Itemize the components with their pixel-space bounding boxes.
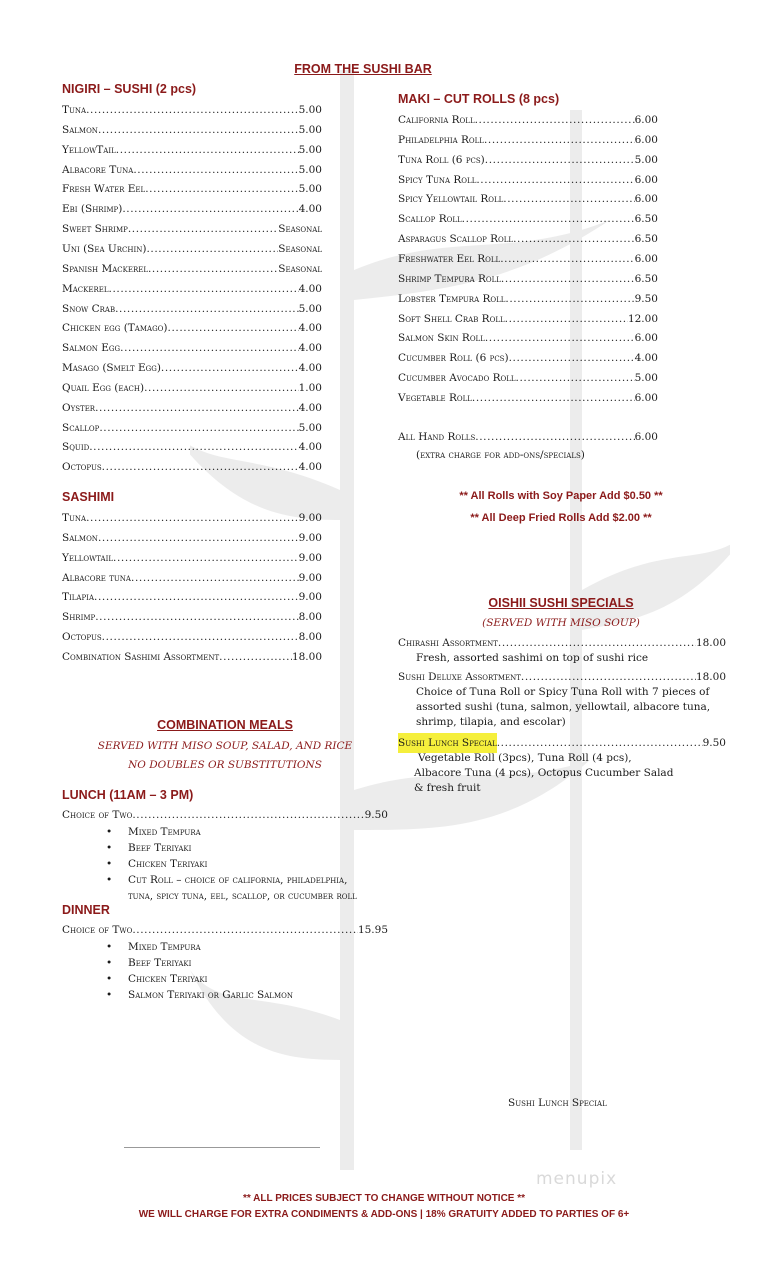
item-name: Tuna Roll (6 pcs)	[398, 153, 485, 166]
hand-rolls-row	[398, 427, 658, 447]
item-price: 5.00	[298, 143, 322, 156]
leader-dots	[95, 607, 298, 627]
item-name: Snow Crab	[62, 302, 116, 315]
item-name: Quail Egg (each)	[62, 381, 145, 394]
item-name: Sushi Deluxe Assortment	[398, 671, 521, 683]
leader-dots	[146, 239, 278, 259]
dinner-option: • Salmon Teriyaki or Garlic Salmon	[106, 989, 293, 1001]
bullet-icon: •	[106, 858, 113, 870]
menu-item-row	[398, 309, 658, 329]
item-name: California Roll	[398, 114, 475, 126]
item-price: 4.00	[298, 342, 322, 355]
menu-item-row	[62, 120, 322, 140]
item-name: Masago (Smelt Egg)	[62, 362, 161, 375]
deep-fried-note: ** All Deep Fried Rolls Add $2.00 **	[470, 512, 652, 524]
bullet-icon: •	[106, 842, 113, 854]
item-price: 5.00	[298, 183, 322, 196]
item-price: 18.00	[291, 650, 322, 663]
leader-dots	[86, 100, 299, 120]
item-name: Ebi (Shrimp)	[62, 203, 123, 216]
menu-item-row	[62, 378, 322, 398]
item-name: Lobster Tempura Roll	[398, 292, 506, 305]
bullet-icon: •	[106, 973, 113, 985]
menu-item-row	[398, 110, 658, 130]
leader-dots	[144, 378, 299, 398]
menu-item-row	[62, 179, 322, 199]
item-name: Combination Sashimi Assortment	[62, 650, 220, 663]
menu-item-row	[62, 318, 322, 338]
item-price: 5.00	[298, 104, 322, 116]
item-price: 6.00	[634, 252, 658, 265]
leader-dots	[485, 150, 635, 170]
deluxe-row	[398, 667, 726, 687]
specials-subheading: (SERVED WITH MISO SOUP)	[482, 617, 640, 629]
item-price: 9.00	[298, 531, 322, 544]
item-name: Choice of Two	[62, 809, 133, 821]
dinner-option: • Mixed Tempura	[106, 941, 201, 953]
item-name: Salmon Egg	[62, 342, 121, 355]
lunch-special-desc-2: Albacore Tuna (4 pcs), Octopus Cucumber Salad	[414, 767, 674, 779]
lunch-option: • Beef Teriyaki	[106, 842, 192, 854]
leader-dots	[132, 805, 364, 825]
menu-item-row	[398, 328, 658, 348]
leader-dots	[505, 309, 628, 329]
menu-item-row	[62, 437, 322, 457]
item-name: Chirashi Assortment	[398, 637, 498, 649]
item-price: 8.00	[298, 611, 322, 624]
menu-item-row	[62, 299, 322, 319]
hand-rolls-note: (extra charge for add-ons/specials)	[416, 449, 585, 461]
item-price: 6.50	[634, 272, 658, 285]
leader-dots	[99, 418, 298, 438]
leader-dots	[113, 548, 299, 568]
leader-dots	[120, 338, 298, 358]
leader-dots	[485, 328, 635, 348]
photo-caption: Sushi Lunch Special	[508, 1097, 607, 1109]
soy-paper-note: ** All Rolls with Soy Paper Add $0.50 **	[459, 490, 663, 502]
bullet-icon: •	[106, 957, 113, 969]
item-price: 6.00	[634, 114, 658, 126]
leader-dots	[462, 209, 635, 229]
item-price: 5.00	[298, 302, 322, 315]
leader-dots	[484, 130, 635, 150]
leader-dots	[521, 667, 696, 687]
item-price: 4.00	[298, 461, 322, 474]
menu-item-row	[398, 130, 658, 150]
menu-item-row	[62, 457, 322, 477]
specials-heading: OISHII SUSHI SPECIALS	[488, 596, 634, 610]
menu-item-row	[62, 587, 322, 607]
item-price: 5.00	[298, 421, 322, 434]
item-name: Spicy Yellowtail Roll	[398, 193, 504, 206]
item-price: 12.00	[627, 312, 658, 325]
menupix-watermark: menupix	[536, 1169, 618, 1189]
leader-dots	[497, 733, 703, 753]
item-price: 18.00	[695, 671, 726, 683]
lunch-special-desc-3: & fresh fruit	[414, 782, 481, 794]
leader-dots	[94, 587, 299, 607]
item-name: Fresh Water Eel	[62, 183, 146, 196]
item-price: 6.00	[634, 193, 658, 206]
lunch-special-desc-1: Vegetable Roll (3pcs), Tuna Roll (4 pcs),	[418, 752, 632, 764]
item-name: Yellowtail	[62, 551, 114, 564]
menu-item-row	[62, 199, 322, 219]
item-name: Squid	[62, 441, 90, 454]
item-name: Freshwater Eel Roll	[398, 252, 501, 265]
item-name: Mackerel	[62, 282, 109, 295]
menu-item-row	[62, 358, 322, 378]
item-price: 5.00	[298, 163, 322, 176]
lunch-option-cut-roll: • Cut Roll – choice of california, philadelphia,	[106, 874, 348, 886]
menu-item-row	[398, 209, 658, 229]
item-price: 6.00	[634, 133, 658, 146]
item-price: 4.00	[634, 352, 658, 365]
deluxe-desc-2: assorted sushi (tuna, salmon, yellowtail, albacore tuna,	[416, 701, 711, 713]
page-title: FROM THE SUSHI BAR	[294, 62, 432, 76]
item-name: Tilapia	[62, 591, 95, 604]
item-name: Albacore tuna	[62, 571, 131, 584]
menu-item-row	[62, 398, 322, 418]
item-name: Chicken egg (Tamago)	[62, 322, 168, 335]
leader-dots	[133, 160, 298, 180]
menu-item-row	[62, 647, 322, 667]
leader-dots	[116, 140, 299, 160]
menu-item-row	[62, 338, 322, 358]
leader-dots	[95, 398, 299, 418]
combination-heading: COMBINATION MEALS	[157, 718, 293, 732]
lunch-option-cut-roll-cont: tuna, spicy tuna, eel, scallop, or cucumber roll	[128, 890, 357, 902]
item-name: Cucumber Avocado Roll	[398, 372, 516, 385]
menu-item-row	[62, 528, 322, 548]
leader-dots	[148, 259, 278, 279]
item-name: Sweet Shrimp	[62, 223, 128, 236]
dinner-option: • Beef Teriyaki	[106, 957, 192, 969]
bullet-icon: •	[106, 826, 113, 838]
item-price: 6.00	[634, 332, 658, 345]
item-price: 6.50	[634, 233, 658, 246]
maki-heading: MAKI – CUT ROLLS (8 pcs)	[398, 92, 560, 106]
item-name: Salmon	[62, 123, 98, 136]
item-name: Scallop	[62, 421, 100, 434]
menu-item-row	[62, 627, 322, 647]
item-price: Seasonal	[278, 242, 322, 255]
leader-dots	[145, 179, 298, 199]
menu-item-row	[62, 418, 322, 438]
menu-item-row	[398, 150, 658, 170]
leader-dots	[122, 199, 298, 219]
leader-dots	[472, 388, 635, 408]
leader-dots	[131, 568, 299, 588]
item-name: Spanish Mackerel	[62, 262, 148, 275]
item-name: Uni (Sea Urchin)	[62, 242, 147, 255]
leader-dots	[503, 189, 634, 209]
item-name: Soft Shell Crab Roll	[398, 312, 505, 325]
item-name: Octopus	[62, 461, 102, 474]
item-price: 4.00	[298, 203, 322, 216]
combination-note-2: NO DOUBLES OR SUBSTITUTIONS	[128, 759, 322, 771]
item-price: 9.00	[298, 591, 322, 604]
menu-item-row	[62, 508, 322, 528]
leader-dots	[509, 348, 635, 368]
deluxe-desc-3: shrimp, tilapia, and escolar)	[416, 716, 566, 728]
menu-item-row	[62, 548, 322, 568]
item-name: Tuna	[62, 104, 87, 116]
leader-dots	[102, 627, 299, 647]
item-name: Albacore Tuna	[62, 163, 134, 176]
item-price: 4.00	[298, 362, 322, 375]
lunch-option: • Chicken Teriyaki	[106, 858, 208, 870]
item-name: Octopus	[62, 631, 102, 644]
leader-dots	[475, 110, 635, 130]
item-name: Choice of Two	[62, 924, 133, 936]
chirashi-desc: Fresh, assorted sashimi on top of sushi rice	[416, 652, 649, 664]
leader-dots	[89, 437, 298, 457]
item-name: Oyster	[62, 401, 96, 414]
leader-dots	[109, 279, 299, 299]
leader-dots	[168, 318, 299, 338]
item-price: Seasonal	[278, 223, 322, 236]
menu-item-row	[398, 170, 658, 190]
item-name: Tuna	[62, 512, 87, 524]
item-name: Sushi Lunch Special	[398, 733, 497, 753]
item-price: 8.00	[298, 631, 322, 644]
leader-dots	[115, 299, 299, 319]
leader-dots	[498, 633, 696, 653]
bullet-icon: •	[106, 941, 113, 953]
leader-dots	[505, 289, 634, 309]
menu-item-row	[62, 239, 322, 259]
leader-dots	[98, 120, 299, 140]
item-price: 5.00	[298, 123, 322, 136]
leader-dots	[86, 508, 299, 528]
item-name: Spicy Tuna Roll	[398, 173, 477, 186]
item-price: 4.00	[298, 401, 322, 414]
lunch-special-row	[398, 733, 726, 753]
item-name: Salmon Skin Roll	[398, 332, 485, 345]
item-name: Cucumber Roll (6 pcs)	[398, 352, 509, 365]
menu-item-row	[398, 189, 658, 209]
divider-line	[124, 1147, 320, 1148]
menu-item-row	[398, 249, 658, 269]
nigiri-heading: NIGIRI – SUSHI (2 pcs)	[62, 82, 197, 96]
item-name: Asparagus Scallop Roll	[398, 233, 514, 246]
lunch-choice-row	[62, 805, 388, 825]
item-price: Seasonal	[278, 262, 322, 275]
bullet-icon: •	[106, 989, 113, 1001]
menu-item-row	[398, 229, 658, 249]
menu-item-row	[398, 388, 658, 408]
item-price: 9.00	[298, 551, 322, 564]
item-price: 9.50	[364, 809, 388, 821]
leader-dots	[219, 647, 292, 667]
menu-item-row	[62, 140, 322, 160]
item-price: 6.00	[634, 173, 658, 186]
bullet-icon: •	[106, 874, 113, 886]
chirashi-row	[398, 633, 726, 653]
item-price: 4.00	[298, 322, 322, 335]
menu-item-row	[62, 259, 322, 279]
leader-dots	[102, 457, 299, 477]
deluxe-desc-1: Choice of Tuna Roll or Spicy Tuna Roll with 7 pieces of	[416, 686, 710, 698]
menu-item-row	[398, 368, 658, 388]
item-price: 5.00	[634, 153, 658, 166]
footer-price-notice: ** ALL PRICES SUBJECT TO CHANGE WITHOUT NOTICE **	[242, 1193, 526, 1204]
item-name: YellowTail	[62, 143, 116, 156]
menu-item-row	[62, 568, 322, 588]
item-price: 9.50	[702, 737, 726, 749]
menu-item-row	[62, 607, 322, 627]
item-price: 5.00	[634, 372, 658, 385]
item-price: 6.00	[634, 391, 658, 404]
item-price: 15.95	[357, 924, 388, 936]
leader-dots	[475, 427, 634, 447]
item-name: Philadelphia Roll	[398, 133, 484, 146]
leader-dots	[161, 358, 299, 378]
sashimi-heading: SASHIMI	[62, 490, 115, 504]
item-price: 6.00	[634, 431, 658, 443]
item-name: Scallop Roll	[398, 213, 462, 226]
leader-dots	[500, 249, 634, 269]
item-name: Shrimp Tempura Roll	[398, 272, 501, 285]
lunch-heading: LUNCH (11AM – 3 PM)	[62, 788, 194, 802]
menu-item-row	[398, 269, 658, 289]
item-price: 1.00	[298, 381, 322, 394]
item-price: 9.50	[634, 292, 658, 305]
item-price: 4.00	[298, 441, 322, 454]
item-price: 9.00	[298, 512, 322, 524]
leader-dots	[501, 269, 635, 289]
menu-item-row	[62, 279, 322, 299]
dinner-heading: DINNER	[62, 903, 110, 917]
leader-dots	[98, 528, 299, 548]
menu-item-row	[398, 289, 658, 309]
leader-dots	[516, 368, 635, 388]
lunch-option: • Mixed Tempura	[106, 826, 201, 838]
menu-item-row	[62, 160, 322, 180]
item-name: Salmon	[62, 531, 98, 544]
item-name: All Hand Rolls	[398, 431, 476, 443]
item-name: Vegetable Roll	[398, 391, 472, 404]
item-price: 4.00	[298, 282, 322, 295]
combination-note-1: SERVED WITH MISO SOUP, SALAD, AND RICE	[97, 740, 353, 752]
leader-dots	[476, 170, 634, 190]
item-price: 9.00	[298, 571, 322, 584]
item-price: 6.50	[634, 213, 658, 226]
leader-dots	[513, 229, 635, 249]
menu-item-row	[62, 100, 322, 120]
menu-item-row	[398, 348, 658, 368]
menu-item-row	[62, 219, 322, 239]
footer-condiments-notice: WE WILL CHARGE FOR EXTRA CONDIMENTS & ADD-ONS | 18% GRATUITY ADDED TO PARTIES OF 6+	[138, 1209, 630, 1220]
leader-dots	[132, 920, 358, 940]
item-name: Shrimp	[62, 611, 96, 624]
dinner-choice-row	[62, 920, 388, 940]
item-price: 18.00	[695, 637, 726, 649]
leader-dots	[128, 219, 278, 239]
dinner-option: • Chicken Teriyaki	[106, 973, 208, 985]
